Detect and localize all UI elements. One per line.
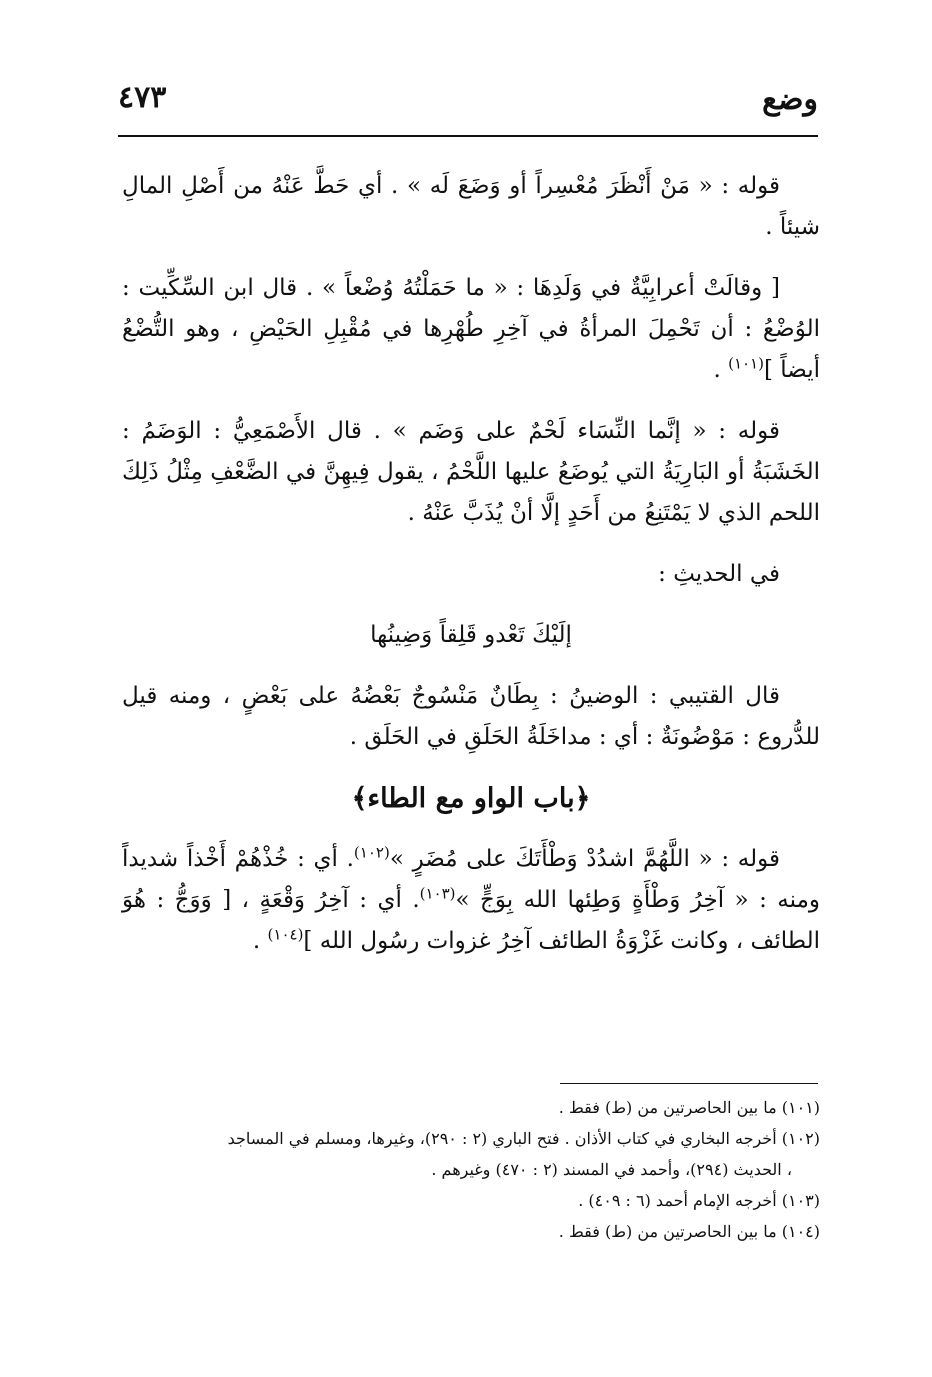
paragraph-2-text: [ وقالَتْ أعرابِيَّةٌ في وَلَدِهَا : « ما حَمَلْتُهُ وُضْعاً » . قال ابن السِّكِّيت : الوُضْعُ : أن تَحْمِلَ المرأةُ في آخِرِ طُهْرِها في مُقْبِلِ الحَيْضِ ، وهو التُّضْعُ أيضاً ] [122, 275, 820, 383]
paragraph-2 [122, 268, 820, 391]
footnote-102-continued: ، الحديث (٢٩٤)، وأحمد في المسند (٢ : ٤٧٠) وغيرهم . [431, 1160, 792, 1179]
page-number: ٤٧٣ [118, 80, 167, 115]
footnote-divider [560, 1083, 818, 1084]
footnotes [122, 1092, 820, 1247]
footnote-ref-102: (١٠٢) [353, 843, 390, 862]
chapter-heading: ﴿باب الواو مع الطاء﴾ [351, 783, 591, 814]
verse-line: إلَيْكَ تَعْدو قَلِقاً وَضِينُها [370, 622, 572, 648]
paragraph-wata [122, 839, 820, 962]
paragraph-1: قوله : « مَنْ أَنْظَرَ مُعْسِراً أو وَضَعَ لَه » . أي حَطَّ عَنْهُ من أَصْلِ المالِ شيئاً . [122, 173, 820, 240]
running-header-root: وضع [762, 82, 818, 117]
paragraph-wata-part-2: . أي : خُذْهُمْ أَخْذاً شديداً ومنه : « آخِرُ وَطْأَةٍ وَطِئها الله بِوَجٍّ » [122, 846, 820, 913]
paragraph-wata-part-4: . [252, 928, 268, 954]
footnote-ref-103: (١٠٣) [419, 884, 456, 903]
footnote-ref-101: (١٠١) [728, 354, 764, 373]
paragraph-qutaybi: قال القتيبي : الوضينُ : بِطَانٌ مَنْسُوجٌ بَعْضُهُ على بَعْضٍ ، ومنه قيل للدُّروع : مَوْضُونَةٌ : أي : مداخَلَةُ الحَلَقِ في الحَلَق . [122, 683, 820, 750]
footnote-103: (١٠٣) أخرجه الإمام أحمد (٦ : ٤٠٩) . [578, 1191, 820, 1210]
header-divider [118, 135, 818, 137]
hadith-label: في الحديثِ : [658, 561, 780, 587]
footnote-104: (١٠٤) ما بين الحاصرتين من (ط) فقط . [558, 1222, 820, 1241]
footnote-ref-104: (١٠٤) [267, 925, 304, 944]
paragraph-3: قوله : « إنَّما النِّسَاء لَحْمٌ على وَضَم » . قال الأَصْمَعِيُّ : الوَضَمُ : الخَشَبَةُ أو البَارِيَةُ التي يُوضَعُ عليها اللَّحْمُ ، يقول فِيهِنَّ في الضَّعْفِ مِثْلُ ذَلِكَ اللحم الذي لا يَمْتَنِعُ من أَحَدٍ إلَّا أنْ يُذَبَّ عَنْهُ . [122, 418, 820, 526]
paragraph-wata-part-1: قوله : « اللَّهُمَّ اشدُدْ وَطْأَتَكَ على مُضَرٍ » [389, 846, 781, 872]
footnote-101: (١٠١) ما بين الحاصرتين من (ط) فقط . [558, 1098, 820, 1117]
footnote-102: (١٠٢) أخرجه البخاري في كتاب الأذان . فتح الباري (٢ : ٢٩٠)، وغيرها، ومسلم في المساجد [227, 1129, 820, 1148]
paragraph-2-tail: . [713, 357, 729, 383]
paragraph-wata-part-3: . أي : آخِرُ وَقْعَةٍ ، [ وَوَجُّ : هُوَ الطائف ، وكانت غَزْوَةُ الطائف آخِرُ غزوات رسُول الله ] [122, 887, 820, 954]
main-text [122, 166, 820, 982]
